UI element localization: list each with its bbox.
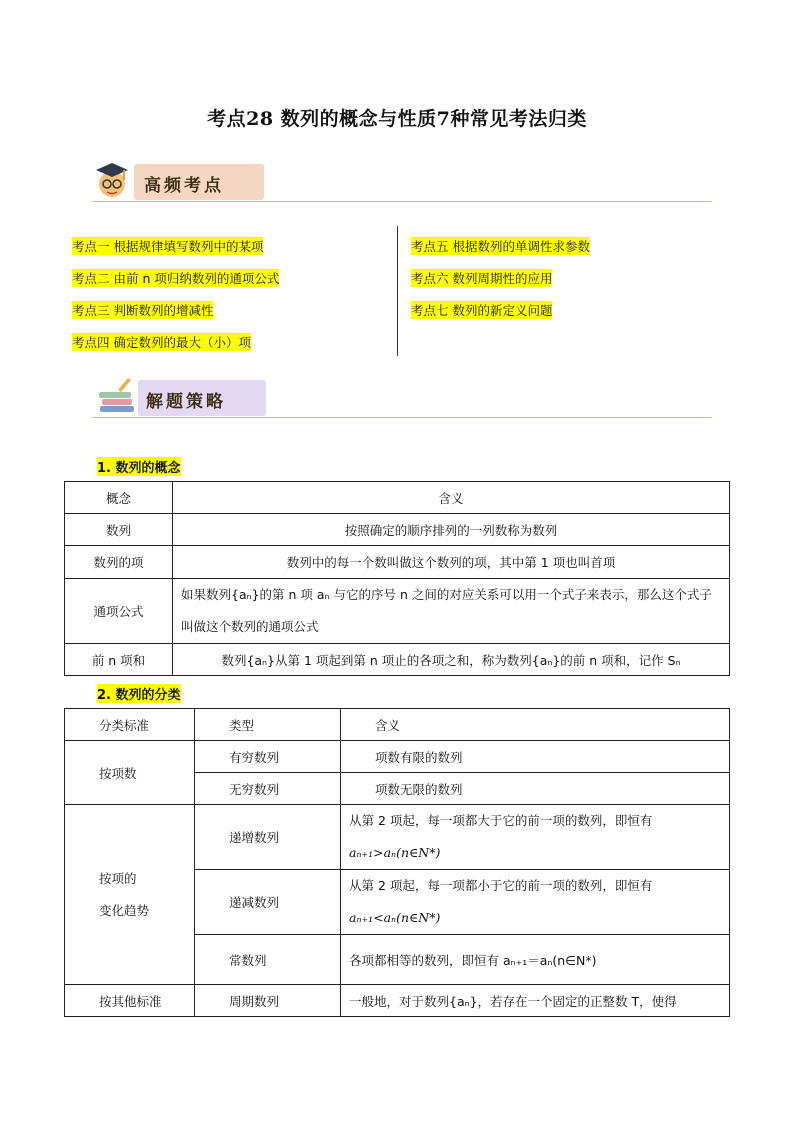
definition-cell: 按照确定的顺序排列的一列数称为数列 bbox=[173, 514, 730, 546]
concept-table bbox=[64, 481, 730, 676]
table-row bbox=[65, 579, 730, 644]
table-header-cell: 分类标准 bbox=[65, 709, 195, 741]
table-row bbox=[65, 644, 730, 676]
meaning-cell: 一般地，对于数列{aₙ}，若存在一个固定的正整数 T，使得 bbox=[341, 985, 730, 1017]
banner-label: 解题策略 bbox=[146, 392, 226, 412]
type-cell: 常数列 bbox=[195, 935, 341, 985]
banner-high-frequency bbox=[92, 160, 712, 204]
term-cell: 通项公式 bbox=[65, 579, 173, 644]
formula: aₙ₊₁>aₙ(n∈N*) bbox=[349, 845, 441, 860]
section-heading: 1. 数列的概念 bbox=[97, 457, 181, 476]
kaodian-item: 考点四 确定数列的最大（小）项 bbox=[72, 335, 251, 350]
meaning-cell: 项数无限的数列 bbox=[341, 773, 730, 805]
kaodian-item: 考点一 根据规律填写数列中的某项 bbox=[72, 239, 264, 254]
table-header-row bbox=[65, 709, 730, 741]
table-row bbox=[65, 741, 730, 773]
group-cell bbox=[65, 805, 195, 985]
page-title: 考点28 数列的概念与性质7种常见考法归类 bbox=[207, 108, 587, 130]
meaning-cell: 项数有限的数列 bbox=[341, 741, 730, 773]
type-cell: 有穷数列 bbox=[195, 741, 341, 773]
table-header-row bbox=[65, 482, 730, 514]
type-cell: 递减数列 bbox=[195, 870, 341, 935]
table-row bbox=[65, 985, 730, 1017]
table-header-cell: 含义 bbox=[341, 709, 730, 741]
scholar-icon bbox=[92, 160, 132, 200]
kaodian-item: 考点五 根据数列的单调性求参数 bbox=[411, 239, 590, 254]
meaning-cell bbox=[341, 805, 730, 870]
banner-strategy bbox=[92, 374, 712, 420]
term-cell: 数列的项 bbox=[65, 546, 173, 579]
meaning-text: 从第 2 项起，每一项都小于它的前一项的数列，即恒有 bbox=[349, 878, 653, 893]
kaodian-item: 考点二 由前 n 项归纳数列的通项公式 bbox=[72, 271, 280, 286]
group-cell: 按项数 bbox=[65, 741, 195, 805]
table-header-cell: 类型 bbox=[195, 709, 341, 741]
column-divider bbox=[397, 226, 398, 356]
type-cell: 周期数列 bbox=[195, 985, 341, 1017]
classification-table bbox=[64, 708, 730, 1017]
table-row bbox=[65, 514, 730, 546]
banner-rule bbox=[92, 201, 712, 202]
kaodian-item: 考点三 判断数列的增减性 bbox=[72, 303, 214, 318]
table-header-cell: 含义 bbox=[173, 482, 730, 514]
banner-label: 高频考点 bbox=[144, 176, 224, 196]
banner-rule bbox=[92, 417, 712, 418]
type-cell: 无穷数列 bbox=[195, 773, 341, 805]
kaodian-item: 考点七 数列的新定义问题 bbox=[411, 303, 553, 318]
table-header-cell: 概念 bbox=[65, 482, 173, 514]
table-row bbox=[65, 805, 730, 870]
group-cell: 按其他标准 bbox=[65, 985, 195, 1017]
definition-cell: 数列中的每一个数叫做这个数列的项，其中第 1 项也叫首项 bbox=[173, 546, 730, 579]
term-cell: 数列 bbox=[65, 514, 173, 546]
table-row bbox=[65, 546, 730, 579]
meaning-text: 从第 2 项起，每一项都大于它的前一项的数列，即恒有 bbox=[349, 813, 653, 828]
type-cell: 递增数列 bbox=[195, 805, 341, 870]
meaning-cell: 各项都相等的数列，即恒有 aₙ₊₁＝aₙ(n∈N*) bbox=[341, 935, 730, 985]
books-icon bbox=[96, 376, 140, 416]
meaning-cell bbox=[341, 870, 730, 935]
section-heading: 2. 数列的分类 bbox=[97, 684, 181, 703]
group-label-line: 按项的 bbox=[99, 870, 137, 886]
definition-cell: 如果数列{aₙ}的第 n 项 aₙ 与它的序号 n 之间的对应关系可以用一个式子来表示，那么这个式子叫做这个数列的通项公式 bbox=[173, 579, 730, 644]
definition-cell: 数列{aₙ}从第 1 项起到第 n 项止的各项之和，称为数列{aₙ}的前 n 项和，记作 Sₙ bbox=[173, 644, 730, 676]
term-cell: 前 n 项和 bbox=[65, 644, 173, 676]
formula: aₙ₊₁<aₙ(n∈N*) bbox=[349, 910, 441, 925]
kaodian-item: 考点六 数列周期性的应用 bbox=[411, 271, 553, 286]
group-label-line: 变化趋势 bbox=[99, 902, 150, 918]
